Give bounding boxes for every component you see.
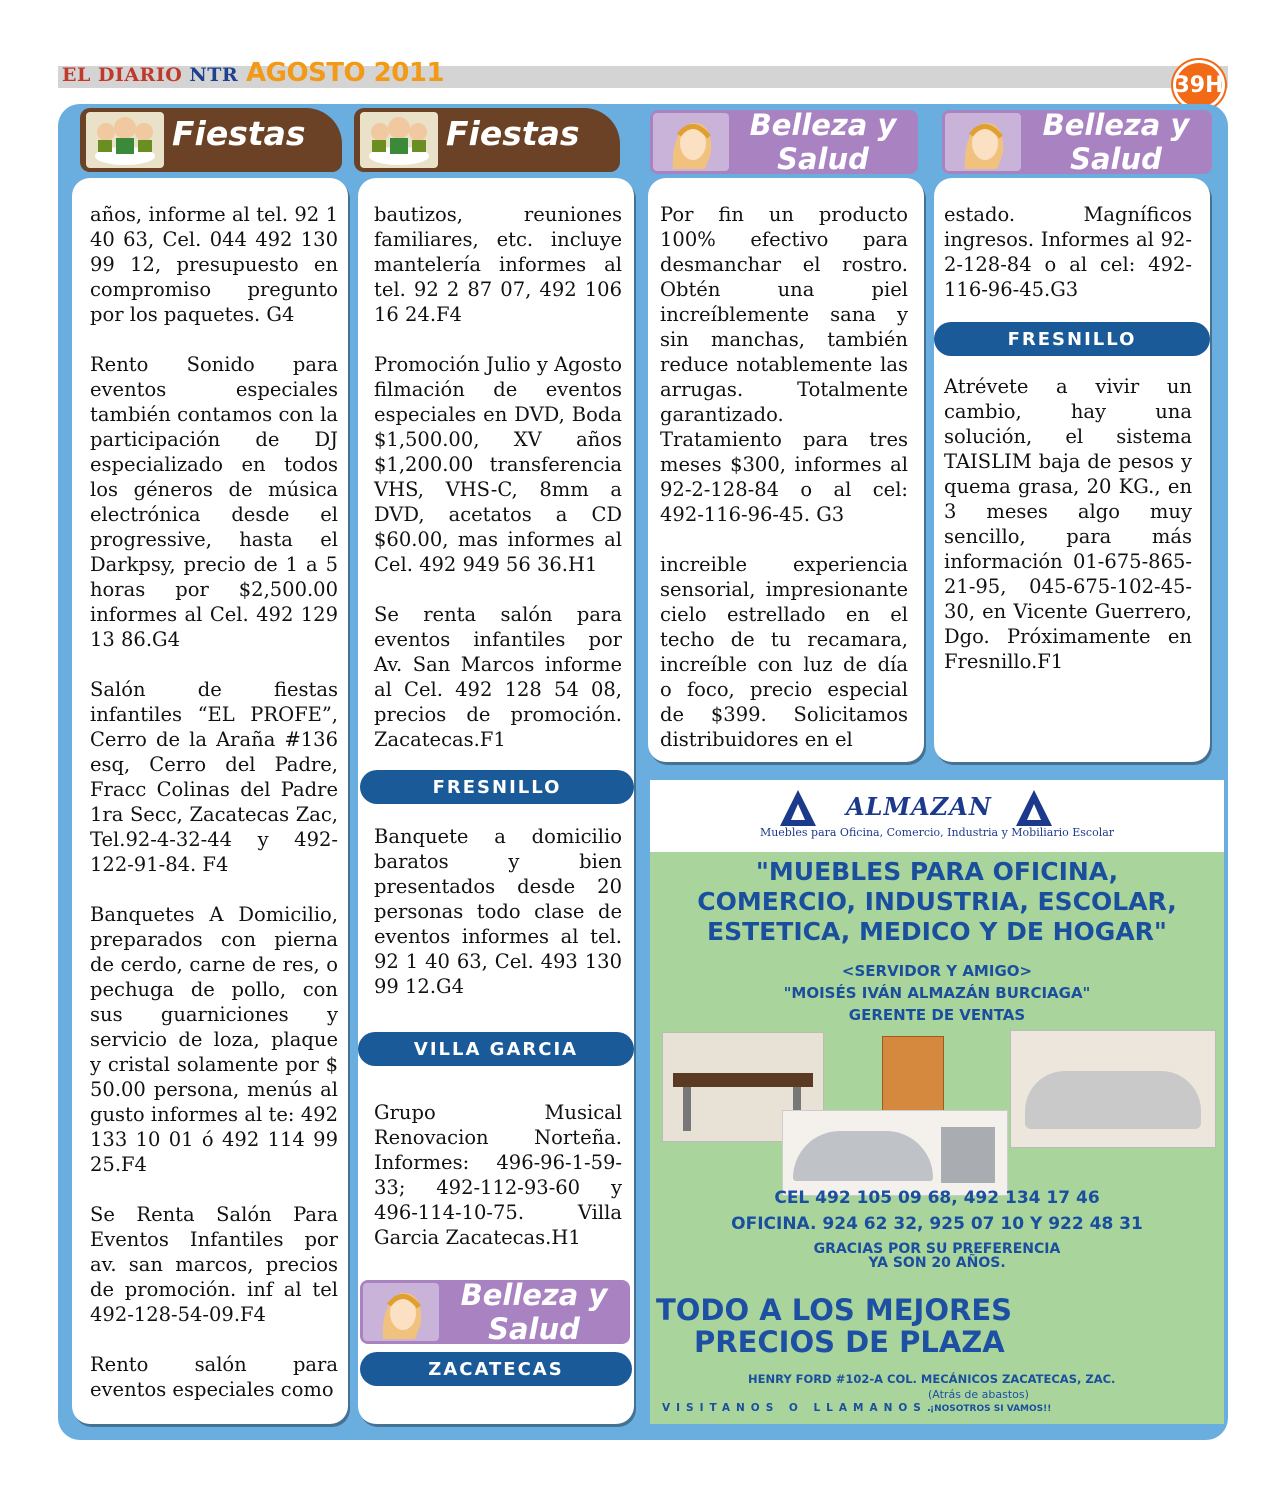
curved-desk-photo [782,1110,1008,1196]
party-kids-icon [86,112,164,168]
classified-ad: increible experiencia sensorial, impresionante cielo estrellado en el techo de tu recamara, increíble con luz de día o foco, precio especial de $399. Solicitamos distribuidores en el [660,553,908,751]
ad-person: "MOISÉS IVÁN ALMAZÁN BURCIAGA" [783,984,1091,1002]
city-header-villa-garcia: VILLA GARCIA [358,1032,634,1066]
woman-face-icon [945,113,1021,171]
woman-face-icon [653,113,729,171]
woman-face-icon [653,113,729,171]
ad-headline-3: ESTETICA, MEDICO Y DE HOGAR" [707,917,1167,946]
ad-brand: ALMAZAN [846,792,992,821]
newspaper-name [62,64,238,86]
fiestas-title-1: Fiestas [172,114,306,153]
classified-ad: Rento Sonido para eventos especiales también contamos con la participación de DJ especializado en todos los géneros de música electrónica desde el progressive, hasta el Darkpsy, precio de 1 a 5 horas por $2,500.00 informes al Cel. 492 129 13 86.G4 [90,353,338,651]
column-3-text [660,202,908,777]
city-header-fresnillo: FRESNILLO [360,770,634,804]
newspaper-name-ntr: NTR [189,64,239,86]
classified-ad: estado. Magníficos ingresos. Informes al 92-2-128-84 o al cel: 492-116-96-45.G3 [944,203,1192,301]
classified-ad: Banquete a domicilio baratos y bien presentados desde 20 personas todo clase de eventos informes al tel. 92 1 40 63, Cel. 493 130 99 12.G4 [374,825,622,998]
classified-ad: Grupo Musical Renovacion Norteña. Informes: 496-96-1-59-33; 492-112-93-60 y 496-114-10-75. Villa Garcia Zacatecas.H1 [374,1101,622,1249]
ad-address-note: (Atrás de abastos) [928,1388,1029,1401]
issue-month: AGOSTO 2011 [246,58,445,88]
almazan-logo-icon [1014,788,1054,828]
belleza-title-1: Belleza y Salud [749,108,897,176]
city-header-fresnillo: FRESNILLO [934,322,1210,356]
ad-role: GERENTE DE VENTAS [848,1006,1026,1024]
ad-cel: CEL 492 105 09 68, 492 134 17 46 [774,1188,1100,1208]
ad-address: HENRY FORD #102-A COL. MECÁNICOS ZACATECAS, ZAC. [748,1372,1116,1386]
classified-ad: Promoción Julio y Agosto filmación de eventos especiales en DVD, Boda $1,500.00, XV años $1,200.00 transferencia VHS, VHS-C, 8mm a DVD, acetatos a CD $60.00, mas informes al Cel. 492 949 56 36.H1 [374,353,622,576]
classified-ad: Atrévete a vivir un cambio, hay una solución, el sistema TAISLIM baja de pesos y quema grasa, 20 KG., en 3 meses algo muy sencillo, para más información 01-675-865-21-95, 045-675-102-45-30, en Vicente Guerrero, Dgo. Próximamente en Fresnillo.F1 [944,375,1192,673]
almazan-advertisement [650,780,1224,1424]
column-1-panel [72,178,348,1424]
classified-ad: Rento salón para eventos especiales como [90,1353,338,1401]
classified-ad: años, informe al tel. 92 1 40 63, Cel. 044 492 130 99 12, presupuesto en compromiso pregunto por los paquetes. G4 [90,203,338,326]
ad-thanks-1: GRACIAS POR SU PREFERENCIA [813,1241,1061,1257]
classified-ad: Se Renta Salón Para Eventos Infantiles por av. san marcos, precios de promoción. inf al tel 492-128-54-09.F4 [90,1203,338,1326]
ad-motto: <SERVIDOR Y AMIGO> [841,962,1033,980]
almazan-logo-icon [778,788,818,828]
ad-footer-b: ¡NOSOTROS SI VAMOS!! [930,1404,1052,1414]
ad-tagline: Muebles para Oficina, Comercio, Industria y Mobiliario Escolar [759,826,1115,839]
classified-ad: Se renta salón para eventos infantiles por Av. San Marcos informe al Cel. 492 128 54 08, precios de promoción. Zacatecas.F1 [374,603,622,751]
belleza-title-2: Belleza y Salud [1042,108,1190,176]
classified-ad: Banquetes A Domicilio, preparados con pierna de cerdo, carne de res, o pechuga de pollo, con sus guarniciones y servicio de loza, plaque y cristal solamente por $ 50.00 persona, menús al gusto informes al te: 492 133 10 01 ó 492 114 99 25.F4 [90,903,338,1176]
belleza-header-1 [650,110,918,174]
city-header-zacatecas: ZACATECAS [360,1352,632,1386]
ad-footer-a: VISITANOS O LLAMANOS. [662,1402,937,1414]
page-number-badge: 39H [1173,60,1225,110]
column-2-text [374,202,622,777]
ad-headline-1: "MUEBLES PARA OFICINA, [755,857,1119,886]
fiestas-title-2: Fiestas [446,114,580,153]
ad-office: OFICINA. 924 62 32, 925 07 10 Y 922 48 31 [731,1214,1143,1234]
fiestas-header-2 [354,108,620,172]
woman-face-icon [363,1283,439,1341]
ad-headline-2: COMERCIO, INDUSTRIA, ESCOLAR, [697,887,1177,916]
classified-ad: Por fin un producto 100% efectivo para desmanchar el rostro. Obtén una piel increíblemente sana y sin manchas, también reduce notablemente las arrugas. Totalmente garantizado. Tratamiento para tres meses $300, informes al 92-2-128-84 o al cel: 492-116-96-45. G3 [660,203,908,526]
party-kids-icon [360,112,438,168]
belleza-header-3 [360,1280,630,1344]
column-3-panel [648,178,924,762]
woman-face-icon [945,113,1021,171]
woman-face-icon [363,1283,439,1341]
fiestas-header-1 [80,108,342,172]
belleza-title-3: Belleza y Salud [460,1278,608,1346]
newspaper-name-part: EL DIARIO [62,64,183,86]
ad-promo-2: PRECIOS DE PLAZA [694,1325,1005,1359]
classified-ad: bautizos, reuniones familiares, etc. incluye mantelería informes al tel. 92 2 87 07, 492 106 16 24.F4 [374,203,622,326]
column-1-text [90,202,338,1427]
reception-counter-photo [1010,1030,1216,1148]
classified-ad: Salón de fiestas infantiles “EL PROFE”, Cerro de la Araña #136 esq, Cerro del Padre, Fracc Colinas del Padre 1ra Secc, Zacatecas Zac, Tel.92-4-32-44 y 492-122-91-84. F4 [90,678,338,876]
belleza-header-2 [942,110,1212,174]
party-kids-icon [86,112,164,168]
ad-thanks-2: YA SON 20 AÑOS. [868,1255,1006,1271]
ad-promo-1: TODO A LOS MEJORES [656,1293,1013,1327]
party-kids-icon [360,112,438,168]
